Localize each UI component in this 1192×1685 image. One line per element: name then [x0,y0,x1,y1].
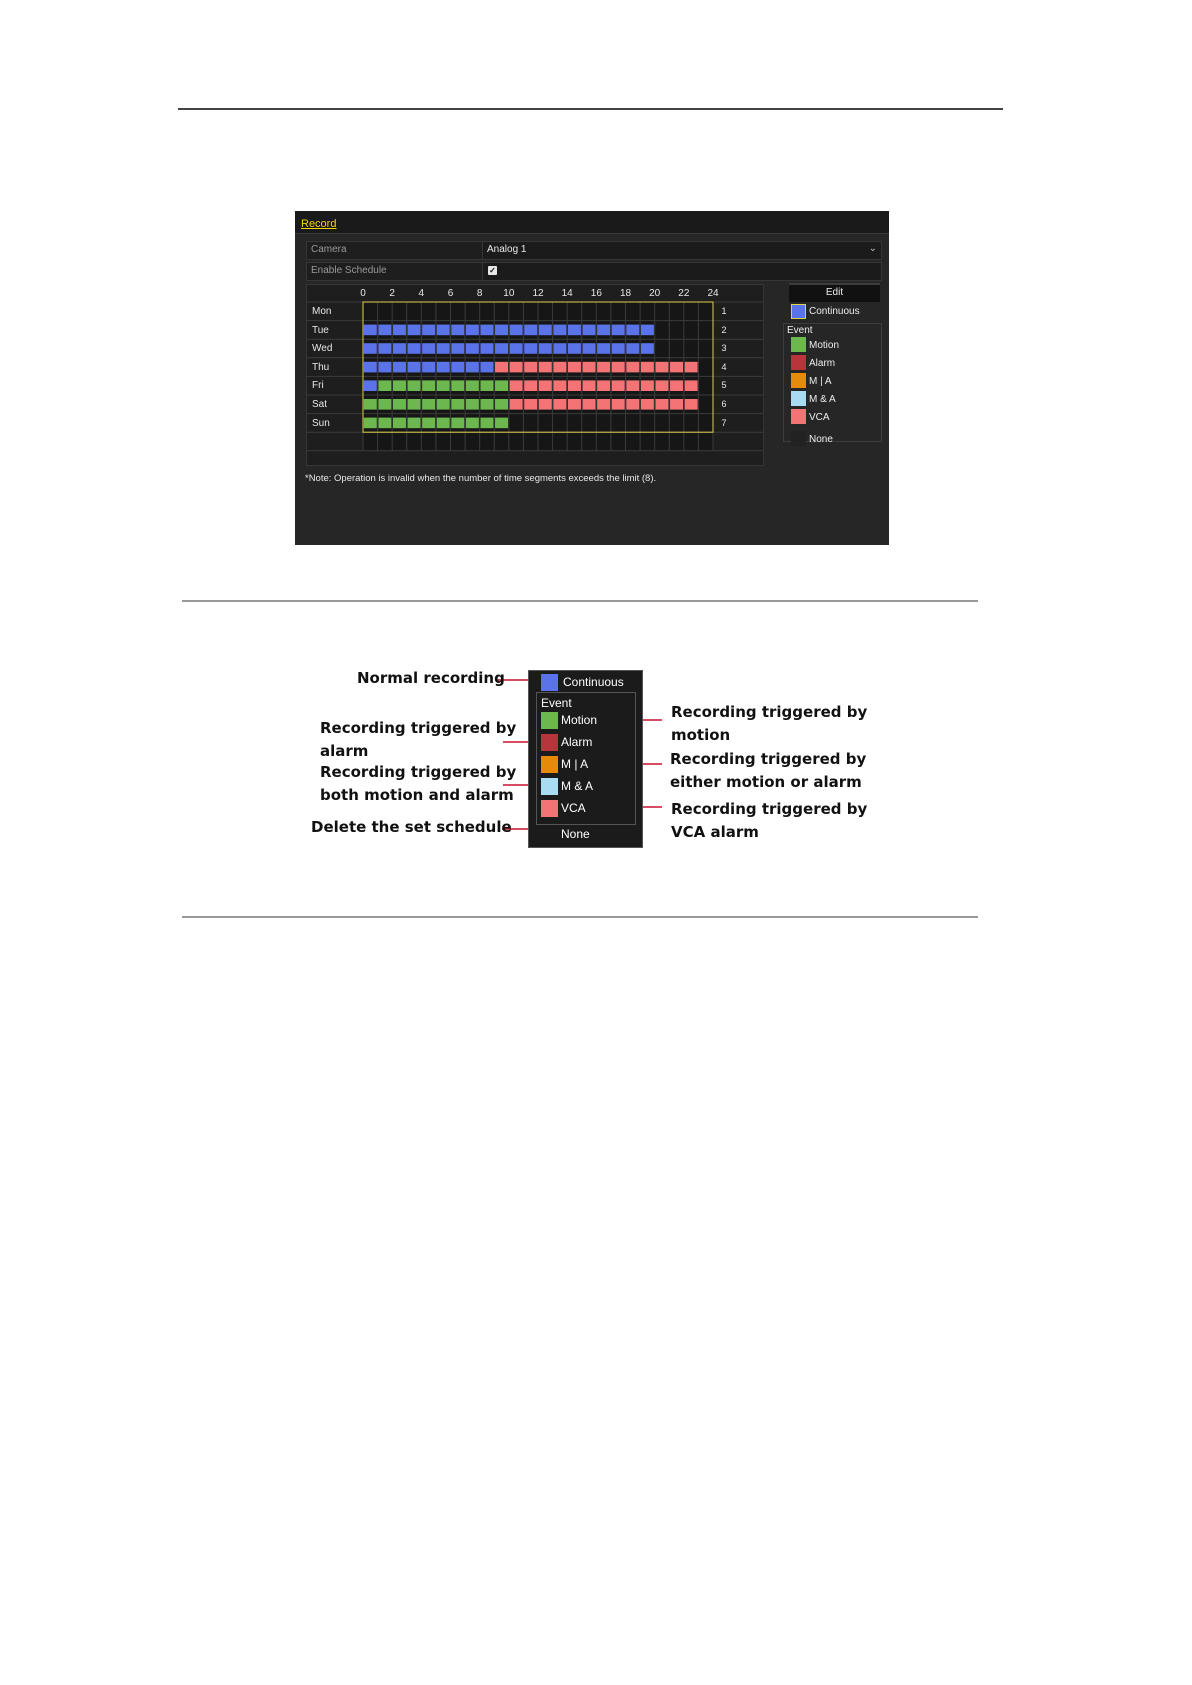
continuous-callout-swatch [541,674,558,691]
day-label-sat: Sat [312,399,328,410]
none-callout-label: None [561,827,590,841]
row-number: 2 [721,324,727,335]
m-and-a-callout-label: M & A [561,779,594,793]
continuous-callout-label: Continuous [563,675,624,689]
callout-alarm-line1: Recording triggered by [320,719,517,737]
motion-callout-swatch [541,712,558,729]
callout-delete [311,816,512,839]
legend-none-label: None [809,434,833,445]
chevron-down-icon: ⌄ [868,243,877,254]
hour-label: 24 [707,288,719,299]
row-number: 4 [721,361,727,372]
callout-both [320,761,516,807]
day-label-sun: Sun [312,417,330,429]
motion-callout-label: Motion [561,713,598,727]
row-number: 5 [721,380,727,391]
callout-alarm-line2: alarm [320,742,369,760]
callout-motion-line1: Recording triggered by [671,703,868,721]
m-and-a-callout-swatch [541,778,558,795]
m-or-a-callout-swatch [541,756,558,773]
callout-vca [671,798,867,844]
hour-label: 20 [649,288,661,299]
hour-label: 12 [532,288,544,299]
day-label-tue: Tue [312,324,329,336]
callout-motion-line2: motion [671,726,731,744]
event-callout-label: Event [541,696,572,710]
legend-continuous-label: Continuous [809,306,860,317]
row-number: 3 [721,343,727,354]
callout-vca-line1: Recording triggered by [671,800,868,818]
callout-either-line1: Recording triggered by [670,750,867,768]
hour-label: 14 [561,288,573,299]
hour-label: 2 [389,288,395,299]
callout-normal [357,667,505,690]
hour-label: 22 [678,288,690,299]
edit-button[interactable]: Edit [789,283,880,302]
callout-vca-line2: VCA alarm [671,823,759,841]
hour-label: 4 [418,288,425,299]
segment-limit-note: *Note: Operation is invalid when the number of time segments exceeds the limit (8). [305,473,657,484]
row-number: 6 [721,399,727,409]
callout-normal-text: Normal recording [357,669,505,687]
day-label-mon: Mon [312,306,332,317]
tab-record[interactable]: Record [301,218,337,230]
hour-label: 16 [590,288,602,299]
legend-event-label: Event [787,325,813,336]
hour-label: 10 [503,288,515,299]
legend-vca-label: VCA [809,412,830,423]
alarm-callout-swatch [541,734,558,751]
m-or-a-callout-label: M | A [561,757,589,771]
enable-schedule-label: Enable Schedule [311,265,387,276]
enable-schedule-checkbox[interactable]: ✓ [489,266,496,275]
hour-label: 0 [360,288,366,299]
row-number: 1 [721,306,727,316]
day-label-wed: Wed [312,343,333,355]
vca-callout-swatch [541,800,558,817]
alarm-callout-label: Alarm [561,735,593,749]
day-label-thu: Thu [312,361,330,373]
callout-both-line2: both motion and alarm [320,786,514,804]
callout-motion [671,701,867,747]
vca-callout-label: VCA [561,801,586,815]
day-label-fri: Fri [312,380,324,392]
hour-label: 18 [619,288,632,299]
camera-label: Camera [311,244,347,255]
callout-either-line2: either motion or alarm [670,773,862,791]
callout-alarm [320,717,516,763]
legend-alarm-label: Alarm [809,358,836,369]
camera-value: Analog 1 [487,244,527,255]
legend-callout-panel [528,670,643,848]
callout-delete-text: Delete the set schedule [311,818,512,836]
callout-both-line1: Recording triggered by [320,763,517,781]
hour-label: 6 [447,288,454,299]
legend-m-or-a-label: M | A [809,376,832,387]
hour-label: 8 [476,288,483,299]
row-number: 7 [721,417,727,428]
legend-m-and-a-label: M & A [809,394,836,405]
callout-either [670,748,866,794]
legend-motion-label: Motion [809,340,840,351]
